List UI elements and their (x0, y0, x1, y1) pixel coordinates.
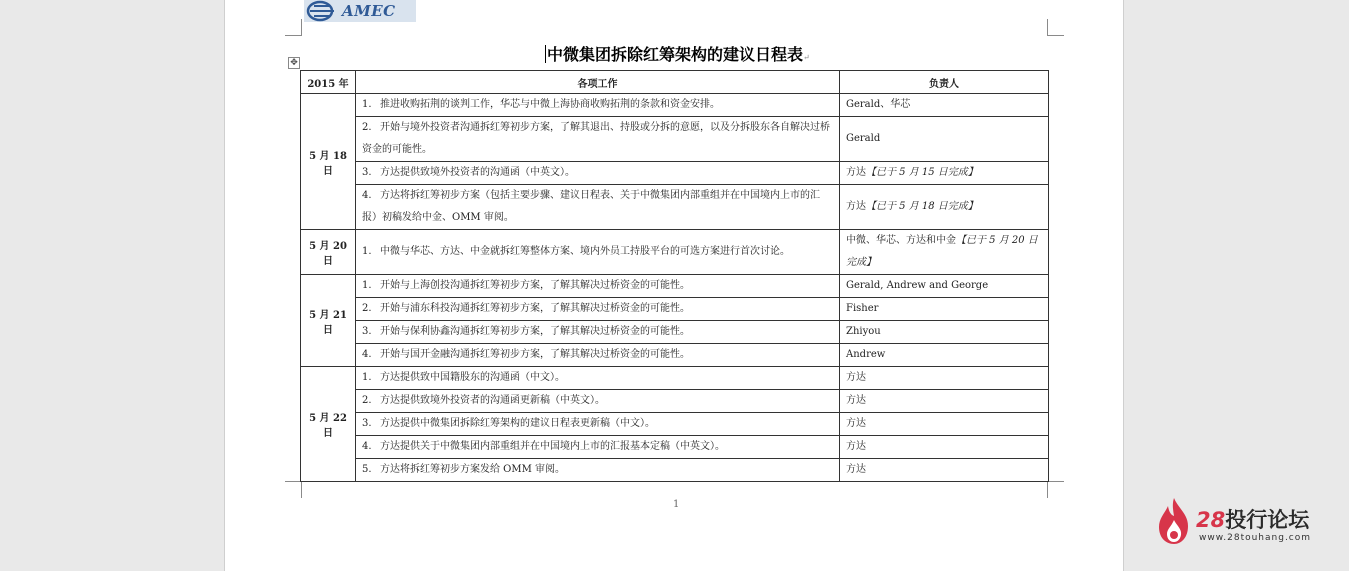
task-cell (356, 344, 840, 367)
header-owner: 负责人 (840, 71, 1049, 94)
table-row (301, 94, 1049, 117)
forum-watermark (1156, 496, 1326, 548)
task-text: 开始与上海创投沟通拆红筹初步方案，了解其解决过桥资金的可能性。 (380, 280, 690, 291)
owner-cell (840, 298, 1049, 321)
owner-name: 方达 (846, 201, 866, 212)
table-row (301, 162, 1049, 185)
table-row (301, 367, 1049, 390)
task-number: 2. (362, 122, 372, 133)
owner-cell (840, 185, 1049, 230)
task-number: 4. (362, 441, 372, 452)
task-cell (356, 162, 840, 185)
crop-mark-top-right (1047, 19, 1064, 36)
task-text: 开始与境外投资者沟通拆红筹初步方案，了解其退出、持股或分拆的意愿，以及分拆股东各自解决过桥资金的可能性。 (362, 122, 830, 155)
task-text: 开始与国开金融沟通拆红筹初步方案，了解其解决过桥资金的可能性。 (380, 349, 690, 360)
owner-name: 方达 (846, 441, 866, 452)
task-text: 方达提供关于中微集团内部重组并在中国境内上市的汇报基本定稿（中英文）。 (380, 441, 725, 452)
owner-cell (840, 436, 1049, 459)
date-cell: 5 月 18 日 (301, 94, 356, 230)
table-row (301, 344, 1049, 367)
date-cell: 5 月 21 日 (301, 275, 356, 367)
table-row (301, 321, 1049, 344)
task-text: 方达提供致境外投资者的沟通函更新稿（中英文）。 (380, 395, 605, 406)
task-number: 1. (362, 280, 372, 291)
task-number: 1. (362, 372, 372, 383)
table-row (301, 436, 1049, 459)
table-row (301, 390, 1049, 413)
amec-logo-text: AMEC (342, 2, 396, 20)
owner-name: Andrew (846, 349, 886, 360)
document-title-line[interactable] (545, 42, 810, 65)
task-number: 2. (362, 395, 372, 406)
table-move-handle-icon[interactable]: ✥ (288, 57, 300, 69)
text-cursor (545, 45, 546, 63)
task-cell (356, 230, 840, 275)
owner-completion-note: 【已于 5 月 15 日完成】 (866, 167, 978, 178)
task-cell (356, 413, 840, 436)
table-row (301, 117, 1049, 162)
flame-logo-icon (1156, 496, 1192, 546)
owner-name: 方达 (846, 418, 866, 429)
owner-name: Gerald (846, 133, 881, 144)
owner-cell (840, 390, 1049, 413)
document-title: 中微集团拆除红筹架构的建议日程表 (547, 45, 804, 64)
owner-name: Fisher (846, 303, 879, 314)
schedule-table-body (301, 94, 1049, 482)
watermark-title: 28投行论坛 (1196, 508, 1310, 532)
owner-cell (840, 230, 1049, 275)
document-page (224, 0, 1124, 571)
task-number: 4. (362, 190, 372, 201)
owner-name: 方达 (846, 167, 866, 178)
owner-cell (840, 94, 1049, 117)
task-cell (356, 459, 840, 482)
paragraph-mark-icon: ↵ (803, 53, 810, 62)
task-cell (356, 321, 840, 344)
table-row (301, 459, 1049, 482)
task-number: 5. (362, 464, 372, 475)
owner-name: Zhiyou (846, 326, 881, 337)
task-number: 3. (362, 418, 372, 429)
task-number: 1. (362, 99, 372, 110)
header-tasks: 各项工作 (356, 71, 840, 94)
owner-cell (840, 344, 1049, 367)
task-text: 方达将拆红筹初步方案（包括主要步骤、建议日程表、关于中微集团内部重组并在中国境内上市的汇报）初稿发给中金、OMM 审阅。 (362, 190, 820, 223)
task-text: 开始与浦东科投沟通拆红筹初步方案，了解其解决过桥资金的可能性。 (380, 303, 690, 314)
task-number: 4. (362, 349, 372, 360)
table-row (301, 413, 1049, 436)
task-text: 方达提供致境外投资者的沟通函（中英文）。 (380, 167, 575, 178)
owner-name: Gerald, Andrew and George (846, 280, 989, 291)
task-cell (356, 390, 840, 413)
task-text: 开始与保利协鑫沟通拆红筹初步方案，了解其解决过桥资金的可能性。 (380, 326, 690, 337)
task-cell (356, 185, 840, 230)
watermark-url: www.28touhang.com (1199, 533, 1312, 543)
amec-logo (304, 0, 416, 22)
date-cell: 5 月 20 日 (301, 230, 356, 275)
date-cell: 5 月 22 日 (301, 367, 356, 482)
page-number: 1 (673, 499, 680, 510)
schedule-table (300, 70, 1049, 482)
owner-cell (840, 367, 1049, 390)
owner-cell (840, 162, 1049, 185)
table-header-row (301, 71, 1049, 94)
task-cell (356, 94, 840, 117)
task-number: 2. (362, 303, 372, 314)
table-row (301, 185, 1049, 230)
owner-completion-note: 【已于 5 月 20 日完成】 (846, 235, 1038, 268)
task-cell (356, 298, 840, 321)
task-text: 方达提供致中国籍股东的沟通函（中文）。 (380, 372, 565, 383)
owner-name: 方达 (846, 464, 866, 475)
task-cell (356, 117, 840, 162)
owner-cell (840, 117, 1049, 162)
owner-cell (840, 413, 1049, 436)
owner-name: Gerald、华芯 (846, 99, 911, 110)
owner-cell (840, 321, 1049, 344)
header-year: 2015 年 (301, 71, 356, 94)
owner-name: 方达 (846, 372, 866, 383)
task-text: 方达提供中微集团拆除红筹架构的建议日程表更新稿（中文）。 (380, 418, 655, 429)
owner-cell (840, 275, 1049, 298)
owner-name: 方达 (846, 395, 866, 406)
table-row (301, 275, 1049, 298)
crop-mark-bottom-left (285, 481, 302, 498)
task-text: 中微与华芯、方达、中金就拆红筹整体方案、境内外员工持股平台的可选方案进行首次讨论。 (380, 246, 790, 257)
owner-completion-note: 【已于 5 月 18 日完成】 (866, 201, 978, 212)
table-row (301, 298, 1049, 321)
table-row (301, 230, 1049, 275)
owner-cell (840, 459, 1049, 482)
task-number: 1. (362, 246, 372, 257)
owner-name: 中微、华芯、方达和中金 (846, 235, 956, 246)
task-cell (356, 436, 840, 459)
task-cell (356, 275, 840, 298)
task-number: 3. (362, 167, 372, 178)
task-text: 推进收购拓荆的谈判工作，华芯与中微上海协商收购拓荆的条款和资金安排。 (380, 99, 720, 110)
task-number: 3. (362, 326, 372, 337)
task-text: 方达将拆红筹初步方案发给 OMM 审阅。 (380, 464, 566, 475)
crop-mark-top-left (285, 19, 302, 36)
crop-mark-bottom-right (1047, 481, 1064, 498)
amec-logo-mark-icon (304, 0, 344, 22)
task-cell (356, 367, 840, 390)
